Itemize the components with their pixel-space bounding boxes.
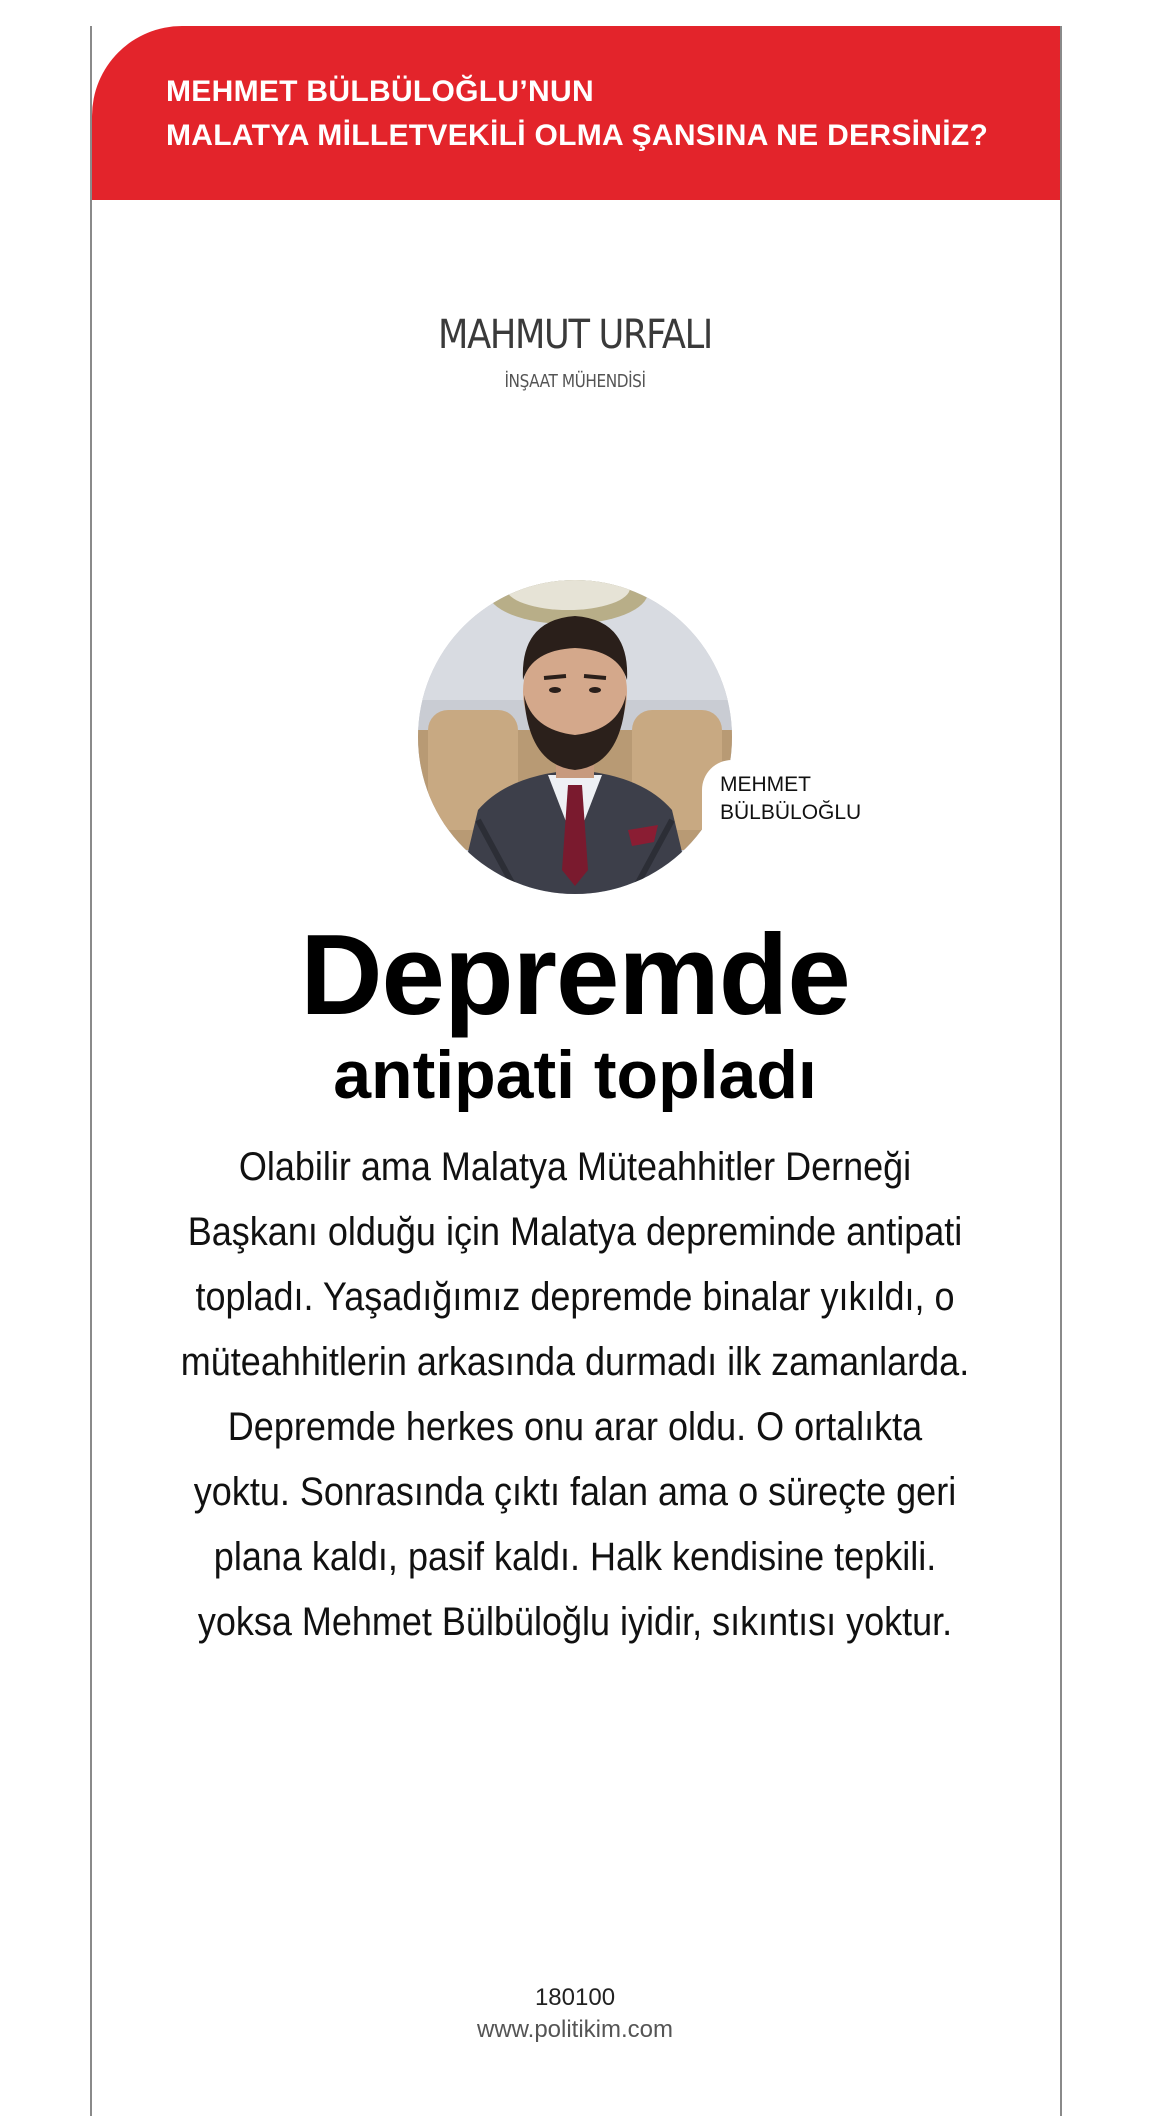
question-banner <box>92 26 1060 200</box>
photo-caption <box>720 771 861 827</box>
subheadline: antipati topladı <box>333 1037 817 1113</box>
photo-caption-line-2: BÜLBÜLOĞLU <box>720 801 862 824</box>
photo-caption-line-1: MEHMET <box>720 773 811 796</box>
banner-line-1: MEHMET BÜLBÜLOĞLU’NUN <box>166 75 594 108</box>
body-line: müteahhitlerin arkasında durmadı ilk zamanlarda. <box>180 1340 970 1384</box>
body-line: plana kaldı, pasif kaldı. Halk kendisine tepkili. <box>213 1535 937 1579</box>
footer-url: www.politikim.com <box>476 2016 674 2043</box>
headline: Depremde <box>300 912 850 1039</box>
body-line: Depremde herkes onu arar oldu. O ortalıkta <box>227 1405 923 1449</box>
body-line: topladı. Yaşadığımız depremde binalar yıkıldı, o <box>195 1275 955 1319</box>
footer-id: 180100 <box>534 1984 616 2011</box>
author-name: MAHMUT URFALI <box>438 312 712 358</box>
body-line: yoktu. Sonrasında çıktı falan ama o süreçte geri <box>193 1470 957 1514</box>
person-photo <box>418 580 732 894</box>
body-line: Olabilir ama Malatya Müteahhitler Derneği <box>238 1145 912 1189</box>
body-line: yoksa Mehmet Bülbüloğlu iyidir, sıkıntısı yoktur. <box>197 1600 953 1644</box>
article-body <box>120 1135 1030 1655</box>
author-title: İNŞAAT MÜHENDİSİ <box>504 371 646 392</box>
body-line: Başkanı olduğu için Malatya depreminde antipati <box>187 1210 963 1254</box>
person-photo-icon <box>418 580 732 894</box>
banner-line-2: MALATYA MİLLETVEKİLİ OLMA ŞANSINA NE DERSİNİZ? <box>166 119 989 152</box>
